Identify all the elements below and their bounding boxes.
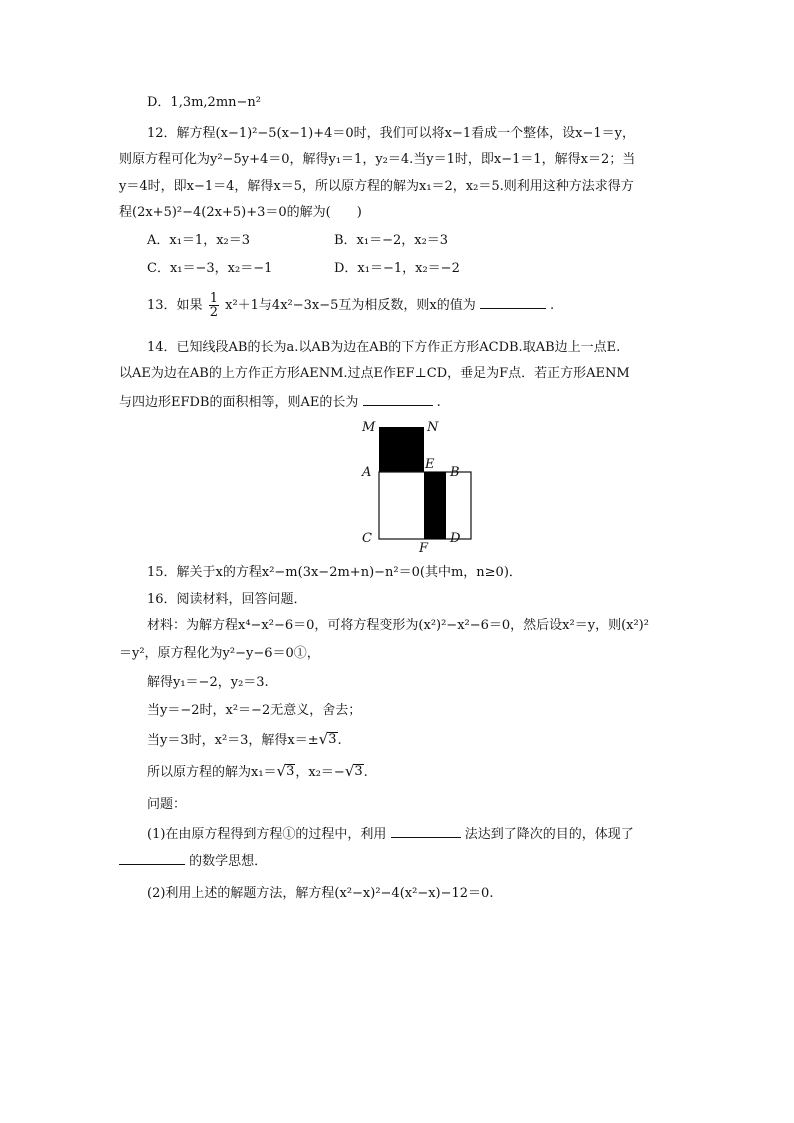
q12-option-b: B．x₁＝−2，x₂＝3 xyxy=(334,233,449,248)
q14-line3-text: 与四边形EFDB的面积相等，则AE的长为 xyxy=(119,395,359,410)
sqrt-3-a: √ 3 xyxy=(318,730,337,748)
q16-material-line1: 材料：为解方程x⁴−x²−6＝0，可将方程变形为(x²)²−x²−6＝0，然后设x²＝y，则(x²)² xyxy=(147,618,649,633)
q16-part2: (2)利用上述的解题方法，解方程(x²−x)²−4(x²−x)−12＝0. xyxy=(147,886,494,901)
q16-title: 16．阅读材料，回答问题． xyxy=(147,592,307,607)
q16-material-line2: ＝y²，原方程化为y²−y−6＝0①， xyxy=(119,646,320,661)
q13-frac-num: 1 xyxy=(209,291,218,306)
q13-frac-den: 2 xyxy=(209,305,218,320)
rect-efdb xyxy=(424,472,446,539)
q12-line4: 程(2x+5)²−4(2x+5)+3＝0的解为( ) xyxy=(119,205,362,220)
q13-fraction xyxy=(209,292,219,319)
q16-blank-1[interactable] xyxy=(391,825,461,838)
q16-conclusion-prefix: 所以原方程的解为x₁＝ xyxy=(147,765,277,780)
q13-end: . xyxy=(550,298,555,313)
label-c: C xyxy=(362,531,372,546)
q12-option-d: D．x₁＝−1，x₂＝−2 xyxy=(334,261,460,276)
q13-line xyxy=(147,290,554,322)
label-b: B xyxy=(450,465,460,480)
label-f: F xyxy=(419,541,429,552)
q13-rest: x²＋1与4x²−3x−5互为相反数，则x的值为 xyxy=(225,298,476,313)
q11-option-d: D．1,3m,2mn−n² xyxy=(147,95,262,110)
q16-blank-2[interactable] xyxy=(119,852,185,865)
q16-solve-line: 解得y₁＝−2，y₂＝3. xyxy=(147,675,269,690)
q16-part1-c: 的数学思想． xyxy=(189,854,268,869)
q12-line2: 则原方程可化为y²−5y+4＝0，解得y₁＝1，y₂＝4.当y＝1时，即x−1＝1，解得x＝2；当 xyxy=(119,152,636,167)
q12-line3: y＝4时，即x−1＝4，解得x＝5，所以原方程的解为x₁＝2，x₂＝5.则利用这种方法求得方 xyxy=(119,179,634,194)
q14-line1: 14．已知线段AB的长为a.以AB为边在AB的下方作正方形ACDB.取AB边上一点E. xyxy=(147,340,621,355)
q16-part1-a: (1)在由原方程得到方程①的过程中，利用 xyxy=(147,827,387,842)
q16-case2-prefix: 当y＝3时，x²＝3，解得x＝± xyxy=(147,733,319,748)
q13-answer-blank[interactable] xyxy=(480,296,546,309)
label-d: D xyxy=(450,531,461,546)
q14-figure xyxy=(355,418,475,552)
q14-end: . xyxy=(436,395,441,410)
q16-part1-b: 法达到了降次的目的，体现了 xyxy=(464,827,634,842)
label-n: N xyxy=(427,420,439,435)
q12-option-a: A．x₁＝1，x₂＝3 xyxy=(147,233,251,248)
label-e: E xyxy=(425,457,435,472)
q15-text: 15．解关于x的方程x²−m(3x−2m+n)−n²＝0(其中m，n≥0)． xyxy=(147,565,522,580)
label-m: M xyxy=(362,420,376,435)
q16-conclusion: 所以原方程的解为x₁＝ √ 3 ，x₂＝− √ 3 . xyxy=(147,762,368,780)
q13-prefix: 13．如果 xyxy=(147,298,203,313)
q16-part1-line2 xyxy=(119,852,267,870)
label-a: A xyxy=(362,465,372,480)
q16-case1: 当y＝−2时，x²＝−2无意义，舍去； xyxy=(147,703,362,718)
q14-line2: 以AE为边在AB的上方作正方形AENM.过点E作EF⊥CD，垂足为F点．若正方形AENM xyxy=(119,366,630,381)
q16-part1-line1 xyxy=(147,825,634,843)
q14-answer-blank[interactable] xyxy=(363,393,433,406)
sqrt-3-c: √ 3 xyxy=(344,762,363,780)
q14-line3 xyxy=(119,393,441,411)
sqrt-3-b: √ 3 xyxy=(276,762,295,780)
q16-conclusion-mid: ，x₂＝− xyxy=(295,765,345,780)
q16-case2: 当y＝3时，x²＝3，解得x＝± √ 3 . xyxy=(147,730,342,748)
q12-option-c: C．x₁＝−3，x₂＝−1 xyxy=(147,261,273,276)
square-aenm xyxy=(379,427,424,472)
q12-line1: 12．解方程(x−1)²−5(x−1)+4＝0时，我们可以将x−1看成一个整体，设x−1＝y， xyxy=(147,126,635,141)
q16-question-title: 问题： xyxy=(147,797,187,812)
